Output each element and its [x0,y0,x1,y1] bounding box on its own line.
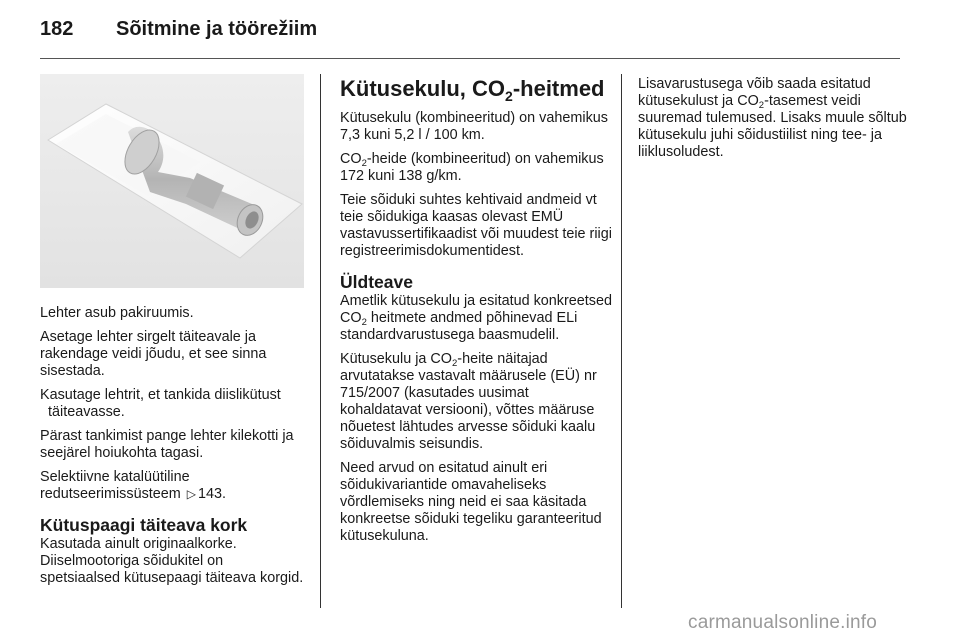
column-right [638,76,908,168]
section-heading-fuel-cap: Kütuspaagi täiteava kork [40,515,248,535]
arrow-reference-icon: ▷ [186,487,196,501]
paragraph: Lisavarustusega võib saada esitatud kütusekulust ja $CO_2$-tasemest veidi suuremad tulemused. Lisaks muule sõltub kütusekulu juhi sõidustiilist ning tee- ja liiklusoludest. [638,76,907,160]
paragraph: Kasutage lehtrit, et tankida diislikütust täiteavasse. [40,387,281,420]
section-heading-general: Üldteave [340,272,413,292]
funnel-illustration [40,74,304,288]
paragraph: Pärast tankimist pange lehter kilekotti ja seejärel hoiukohta tagasi. [40,428,294,461]
paragraph: Ametlik kütusekulu ja esitatud konkreetsed $CO_2$ heitmete andmed põhinevad ELi standardvarustusega baasmudelil. [340,293,612,343]
column-left [40,305,306,594]
watermark: carmanualsonline.info [688,612,878,633]
paragraph [40,469,306,503]
paragraph: $CO_2$-heide (kombineeritud) on vahemikus 172 kuni 138 g/km. [340,151,604,184]
paragraph: Need arvud on esitatud ainult eri sõidukivariantide omavaheliseks võrdlemiseks ning neid ei saa käsitada konkreetse sõiduki tegeliku garanteeritud kütusekuluna. [340,460,602,544]
column-middle [340,76,612,552]
paragraph: Kütusekulu (kombineeritud) on vahemikus 7,3 kuni 5,2 l / 100 km. [340,110,608,143]
paragraph: Kütusekulu ja $CO_2$-heite näitajad arvutatakse vastavalt määrusele (EÜ) nr 715/2007 (kasutades uusimat kohaldatavat versiooni), võttes määruse nõuetest lähtudes arvesse sõiduki kaalu sõiduvalmis seisundis. [340,351,597,452]
header-rule [40,58,900,59]
paragraph: Kasutada ainult originaalkorke. Diiselmootoriga sõidukitel on spetsiaalsed kütusepaagi täiteava korgid. [40,536,304,586]
page-number: 182 [40,18,74,40]
paragraph: Teie sõiduki suhtes kehtivaid andmeid vt teie sõidukiga kaasas olevast EMÜ vastavussertifikaadist või muudest teie riigi registreerimisdokumentidest. [340,192,612,259]
column-divider-right [621,74,622,608]
section-title-fuel-consumption: Kütusekulu, $CO_2$-heitmed [340,76,605,104]
page-header [40,14,900,48]
page-reference-link[interactable]: 143. [198,486,227,502]
column-divider-left [320,74,321,608]
chapter-title: Sõitmine ja töörežiim [116,18,318,40]
paragraph: Lehter asub pakiruumis. [40,305,194,321]
paragraph-text: Selektiivne katalüütiline redutseerimissüsteem [40,469,190,502]
paragraph: Asetage lehter sirgelt täiteavale ja rakendage veidi jõudu, et see sinna sisestada. [40,329,267,379]
